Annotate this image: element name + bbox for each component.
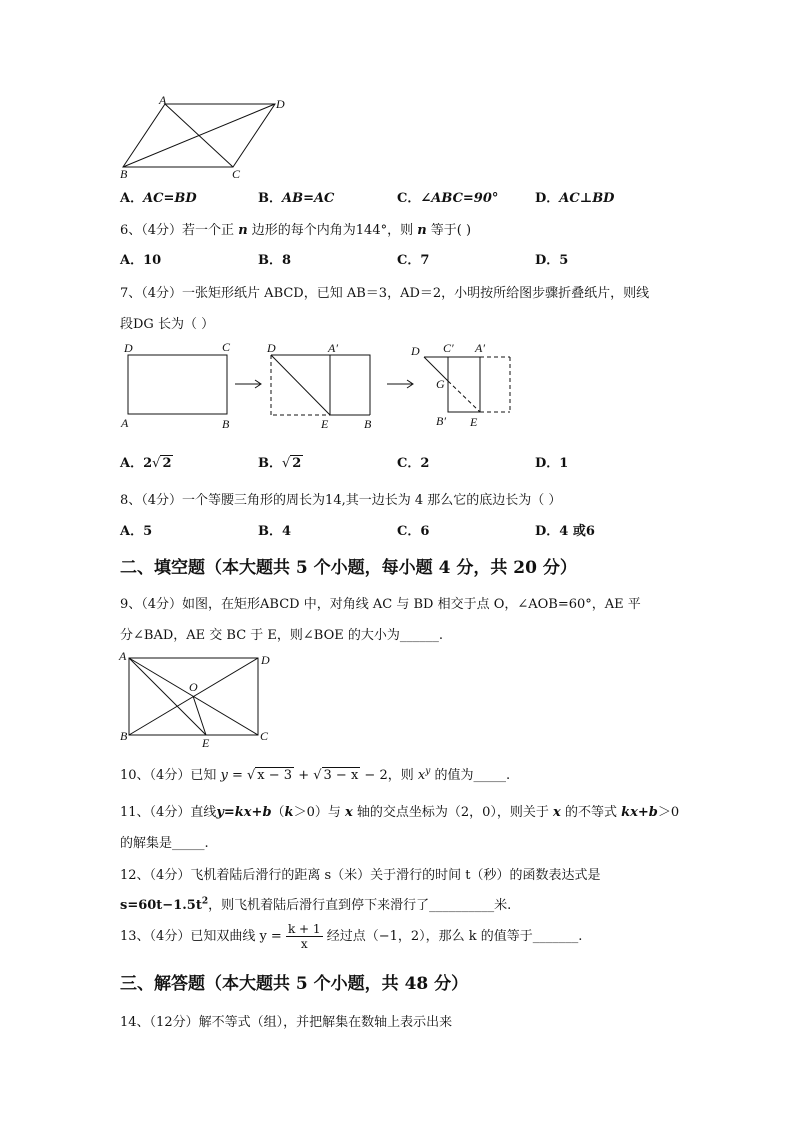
q7-option-d[interactable]: D．1	[535, 456, 569, 471]
q7-fig1-label-c: C	[222, 340, 231, 354]
question-10: 10、（4分）已知 y = √ x − 3 + √ 3 − x − 2，则 $x^y$ 的值为_____.	[120, 766, 511, 783]
q7-fig3-label-c-prime: C′	[443, 341, 454, 355]
q7-fig2-label-d: D	[267, 341, 276, 355]
question-9-line1: 9、（4分）如图，在矩形ABCD 中，对角线 AC 与 BD 相交于点 O，∠AOB=60°，AE 平	[120, 597, 641, 612]
q7-fig3-label-a-prime: A′	[475, 341, 485, 355]
section-2-heading: 二、填空题（本大题共 5 个小题，每小题 4 分，共 20 分）	[120, 558, 577, 578]
q7-option-a[interactable]: A．2√ 2	[120, 456, 172, 471]
question-11-line2: 的解集是_____.	[120, 836, 209, 851]
q9-label-o: O	[189, 680, 198, 694]
q5-label-a: A	[159, 93, 167, 107]
q9-label-e: E	[202, 736, 210, 750]
q7-fig3-label-g: G	[436, 377, 445, 391]
question-12-line1: 12、（4分）飞机着陆后滑行的距离 s（米）关于滑行的时间 t（秒）的函数表达式是	[120, 868, 601, 883]
q7-option-c[interactable]: C．2	[397, 456, 430, 471]
q8-option-b[interactable]: B．4	[258, 524, 292, 539]
q7-folding-figures	[118, 338, 528, 434]
q9-label-c: C	[260, 729, 269, 743]
question-7-line2: 段DG 长为（ ）	[120, 317, 215, 332]
q7-fig3-label-e: E	[470, 415, 478, 429]
q5-option-c[interactable]: C．∠ABC=90°	[397, 191, 499, 206]
q5-option-d[interactable]: D．AC⊥BD	[535, 191, 615, 206]
question-11-line1: 11、（4分）直线y=kx+b（k＞0）与 x 轴的交点坐标为（2，0），则关于 x 的不等式 kx+b＞0	[120, 805, 680, 820]
q7-fig2-label-a-prime: A′	[328, 341, 338, 355]
q7-option-b[interactable]: B．√ 2	[258, 456, 302, 471]
question-6: 6、（4分）若一个正 n 边形的每个内角为144°，则 n 等于( )	[120, 223, 472, 238]
q5-option-b[interactable]: B．AB=AC	[258, 191, 335, 206]
q9-label-d: D	[261, 653, 270, 667]
q9-label-a: A	[119, 649, 127, 663]
q9-label-b: B	[120, 729, 128, 743]
q6-option-c[interactable]: C．7	[397, 253, 430, 268]
q7-fig1-label-d: D	[124, 341, 133, 355]
q5-label-d: D	[276, 97, 285, 111]
question-12-line2: $s=60t-1.5t^2$，则飞机着陆后滑行直到停下来滑行了__________米.	[120, 896, 512, 913]
q6-option-b[interactable]: B．8	[258, 253, 292, 268]
q6-option-d[interactable]: D．5	[535, 253, 569, 268]
question-9-line2: 分∠BAD，AE 交 BC 于 E，则∠BOE 的大小为______.	[120, 628, 443, 643]
q7-fig1-label-b: B	[222, 417, 230, 431]
q7-fig2-label-b: B	[364, 417, 372, 431]
q13-fraction: $\frac{k + 1}{x}$	[287, 922, 321, 951]
q7-fig1-label-a: A	[121, 416, 129, 430]
q9-rectangle-figure	[115, 648, 275, 750]
question-8: 8、（4分）一个等腰三角形的周长为14,其一边长为 4 那么它的底边长为（ ）	[120, 493, 562, 508]
q7-fig3-label-d: D	[411, 344, 420, 358]
section-3-heading: 三、解答题（本大题共 5 个小题，共 48 分）	[120, 974, 469, 994]
q7-fig2-label-e: E	[321, 417, 329, 431]
q8-option-d[interactable]: D．4 或6	[535, 524, 595, 539]
q8-option-a[interactable]: A．5	[120, 524, 153, 539]
q8-option-c[interactable]: C．6	[397, 524, 430, 539]
q5-label-b: B	[120, 167, 128, 181]
q6-option-a[interactable]: A．10	[120, 253, 162, 268]
question-13: 13、（4分）已知双曲线 y = $\frac{k + 1}{x}$ 经过点（−1，2），那么 k 的值等于_______.	[120, 922, 583, 951]
q5-parallelogram-figure	[115, 92, 295, 182]
q5-option-a[interactable]: A．AC=BD	[120, 191, 197, 206]
question-7-line1: 7、（4分）一张矩形纸片 ABCD，已知 AB＝3，AD＝2，小明按所给图步骤折叠纸片，则线	[120, 286, 650, 301]
q5-label-c: C	[232, 167, 241, 181]
question-14: 14、（12分）解不等式（组），并把解集在数轴上表示出来	[120, 1015, 453, 1030]
q7-fig3-label-b-prime: B′	[436, 414, 446, 428]
